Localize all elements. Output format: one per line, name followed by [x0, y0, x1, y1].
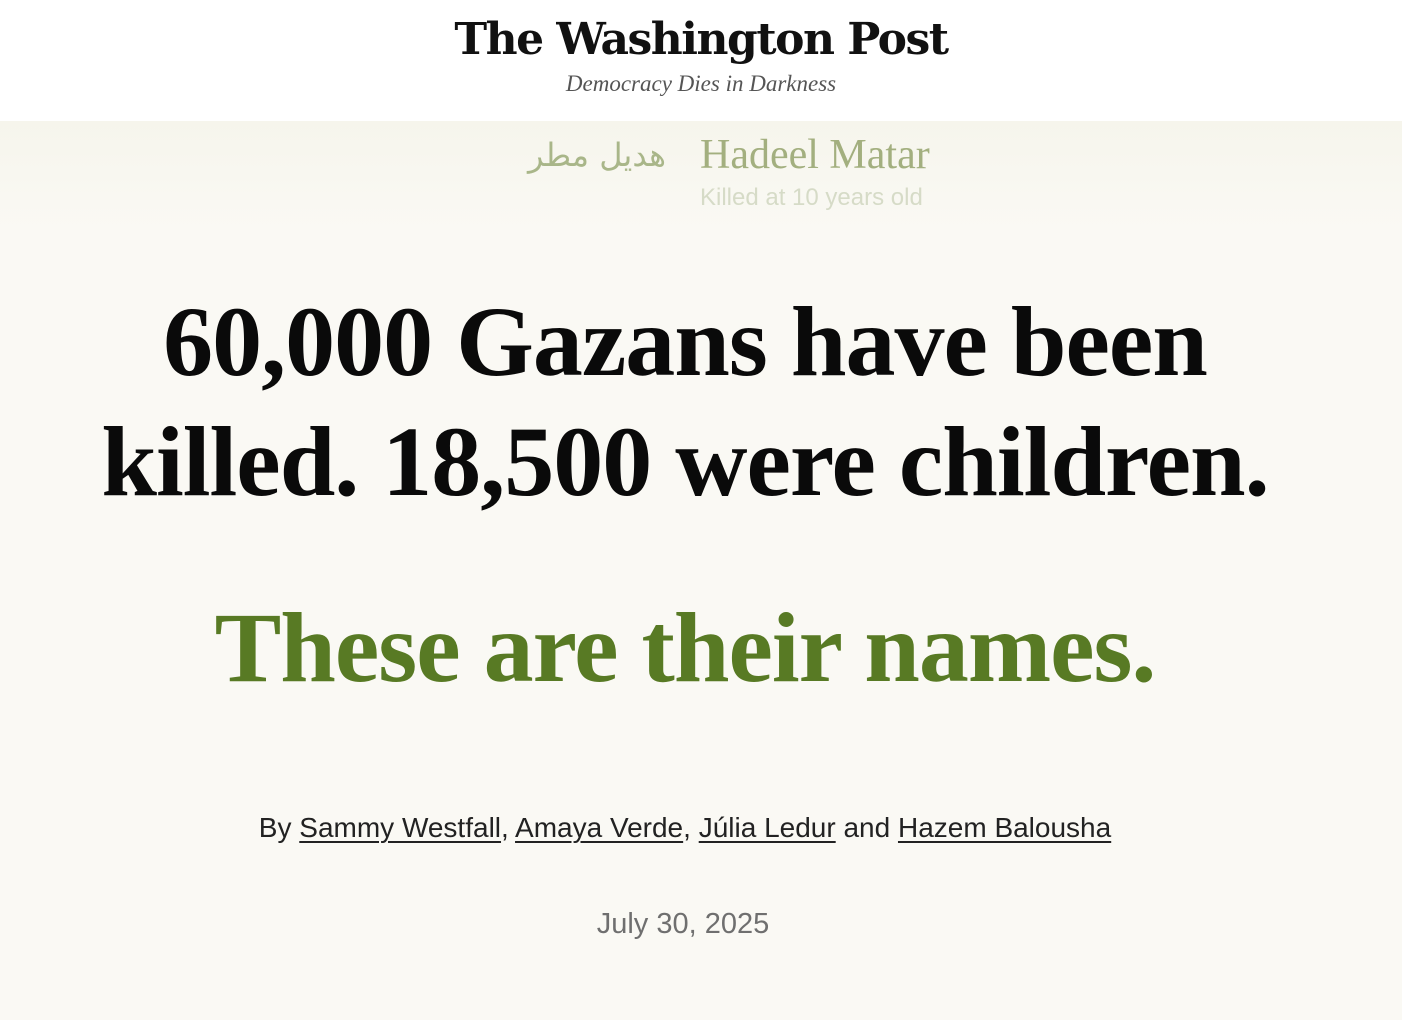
- author-link-sammy-westfall[interactable]: Sammy Westfall: [299, 812, 502, 843]
- headline: [60, 282, 1310, 522]
- author-link-amaya-verde[interactable]: Amaya Verde: [515, 812, 684, 843]
- byline: [0, 808, 1370, 848]
- byline-conjunction: and: [843, 812, 891, 843]
- ticker-age: Killed at 10 years old: [700, 184, 923, 211]
- subheadline: These are their names.: [214, 592, 1156, 703]
- byline-separator: ,: [501, 812, 509, 843]
- ticker-name: Hadeel Matar: [700, 132, 930, 178]
- name-ticker: [0, 121, 1402, 233]
- author-link-julia-ledur[interactable]: Júlia Ledur: [698, 812, 836, 843]
- headline-line-1: 60,000 Gazans have been: [163, 286, 1207, 397]
- byline-separator: ,: [683, 812, 691, 843]
- author-link-hazem-balousha[interactable]: Hazem Balousha: [897, 812, 1112, 843]
- byline-prefix: By: [258, 812, 292, 843]
- masthead-tagline: Democracy Dies in Darkness: [565, 71, 837, 96]
- masthead: [0, 0, 1402, 121]
- washington-post-logo[interactable]: The Washington Post: [454, 14, 948, 65]
- headline-line-2: killed. 18,500 were children.: [101, 406, 1269, 517]
- ticker-arabic-name: هديل مطر: [527, 136, 666, 174]
- publish-date: July 30, 2025: [596, 908, 770, 940]
